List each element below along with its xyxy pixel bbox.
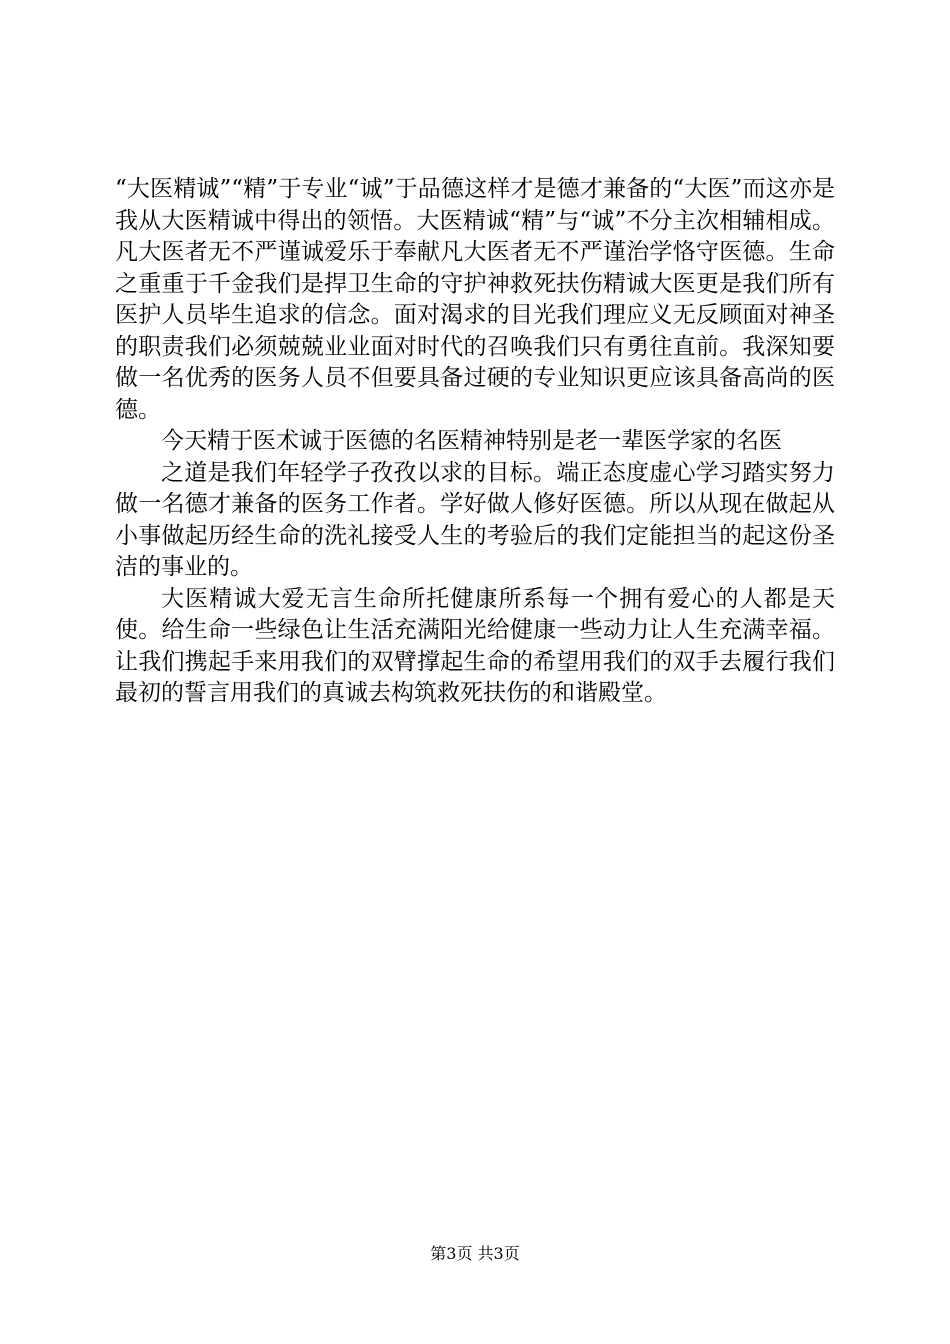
paragraph-1: “大医精诚”“精”于专业“诚”于品德这样才是德才兼备的“大医”而这亦是我从大医精诚中得出的领悟。大医精诚“精”与“诚”不分主次相辅相成。凡大医者无不严谨诚爱乐于奉献凡大医者无不严谨治学恪守医德。生命之重重于千金我们是捍卫生命的守护神救死扶伤精诚大医更是我们所有医护人员毕生追求的信念。面对渴求的目光我们理应义无反顾面对神圣的职责我们必须兢兢业业面对时代的召唤我们只有勇往直前。我深知要做一名优秀的医务人员不但要具备过硬的专业知识更应该具备高尚的医德。 — [115, 176, 835, 423]
document-body — [115, 174, 835, 710]
paragraph-4: 大医精诚大爱无言生命所托健康所系每一个拥有爱心的人都是天使。给生命一些绿色让生活充满阳光给健康一些动力让人生充满幸福。让我们携起手来用我们的双臂撑起生命的希望用我们的双手去履行我们最初的誓言用我们的真诚去构筑救死扶伤的和谐殿堂。 — [115, 585, 835, 706]
page-number: 第3页 共3页 — [430, 1244, 520, 1263]
page-footer — [0, 1244, 950, 1264]
paragraph-2: 今天精于医术诚于医德的名医精神特别是老一辈医学家的名医 — [161, 428, 782, 454]
paragraph-3: 之道是我们年轻学子孜孜以求的目标。端正态度虚心学习踏实努力做一名德才兼备的医务工作者。学好做人修好医德。所以从现在做起从小事做起历经生命的洗礼接受人生的考验后的我们定能担当的起这份圣洁的事业的。 — [115, 459, 835, 580]
